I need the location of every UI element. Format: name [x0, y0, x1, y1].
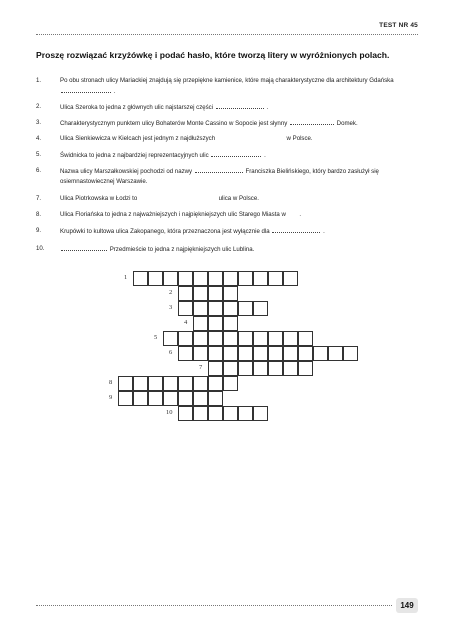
question-text-part: Domek.	[336, 120, 358, 127]
crossword-cell[interactable]	[208, 346, 223, 361]
crossword-cell[interactable]	[193, 406, 208, 421]
question-text-part: .	[113, 88, 116, 95]
crossword-cell[interactable]	[208, 376, 223, 391]
crossword-cell[interactable]	[268, 331, 283, 346]
crossword-cell[interactable]	[163, 331, 178, 346]
crossword-cell[interactable]	[298, 331, 313, 346]
question-text-part: Ulica Piotrkowska w Łodzi to	[60, 195, 138, 202]
crossword-cell[interactable]	[133, 376, 148, 391]
crossword-cell[interactable]	[253, 346, 268, 361]
crossword-cell[interactable]	[238, 406, 253, 421]
crossword-row-number: 3	[169, 304, 173, 311]
crossword-cell[interactable]	[253, 271, 268, 286]
question-number: 3.	[36, 119, 42, 126]
crossword-row-number: 2	[169, 289, 173, 296]
question-number: 7.	[36, 195, 42, 202]
crossword-cell[interactable]	[178, 331, 193, 346]
crossword-cell[interactable]	[298, 346, 313, 361]
crossword-cell[interactable]	[193, 376, 208, 391]
crossword-cell[interactable]	[163, 391, 178, 406]
question-number: 10.	[36, 245, 45, 252]
crossword-cell[interactable]	[178, 301, 193, 316]
test-label: TEST NR 45	[379, 22, 418, 29]
crossword-cell[interactable]	[238, 301, 253, 316]
crossword-row-number: 5	[154, 334, 158, 341]
crossword-cell[interactable]	[328, 346, 343, 361]
question-number: 1.	[36, 77, 42, 84]
crossword-cell[interactable]	[133, 391, 148, 406]
crossword-cell[interactable]	[313, 346, 328, 361]
question-text-part: w Polsce.	[286, 135, 313, 142]
crossword-cell[interactable]	[193, 301, 208, 316]
crossword-cell[interactable]	[208, 406, 223, 421]
crossword-cell[interactable]	[208, 271, 223, 286]
crossword-cell[interactable]	[193, 271, 208, 286]
crossword-cell[interactable]	[223, 376, 238, 391]
crossword-cell[interactable]	[253, 361, 268, 376]
crossword-cell[interactable]	[193, 286, 208, 301]
question-text-part: Przedmieście to jedna z najpiękniejszych ulic Lublina.	[109, 246, 255, 253]
question-number: 9.	[36, 227, 42, 234]
question-text-part: .	[264, 152, 266, 159]
crossword-cell[interactable]	[268, 361, 283, 376]
question-text-part: Charakterystycznym punktem ulicy Bohaterów Monte Cassino w Sopocie jest słynny	[60, 120, 288, 127]
crossword-cell[interactable]	[223, 316, 238, 331]
crossword-cell[interactable]	[208, 316, 223, 331]
question-number: 6.	[36, 167, 42, 174]
question-text-part: Nazwa ulicy Marszałkowskiej pochodzi od nazwy	[60, 168, 193, 175]
crossword-cell[interactable]	[223, 406, 238, 421]
crossword-cell[interactable]	[238, 361, 253, 376]
crossword-cell[interactable]	[178, 406, 193, 421]
question-text-part: Ulica Sienkiewicza w Kielcach jest jednym z najdłuższych	[60, 135, 216, 142]
crossword-cell[interactable]	[208, 286, 223, 301]
question-text-part: Ulica Szeroka to jedna z głównych ulic najstarszej części	[60, 104, 214, 111]
crossword-cell[interactable]	[208, 301, 223, 316]
crossword-cell[interactable]	[268, 271, 283, 286]
question-number: 4.	[36, 135, 42, 142]
bottom-dotted-rule	[36, 605, 392, 606]
crossword-cell[interactable]	[118, 391, 133, 406]
crossword-row-number: 8	[109, 379, 113, 386]
crossword-cell[interactable]	[223, 361, 238, 376]
crossword-cell[interactable]	[193, 331, 208, 346]
crossword-cell[interactable]	[238, 331, 253, 346]
crossword-cell[interactable]	[118, 376, 133, 391]
crossword-cell[interactable]	[283, 271, 298, 286]
question-text-part: Krupówki to kultowa ulica Zakopanego, która przeznaczona jest wyłącznie dla	[60, 228, 270, 235]
question-number: 2.	[36, 103, 42, 110]
crossword-cell[interactable]	[208, 331, 223, 346]
crossword-cell[interactable]	[283, 361, 298, 376]
question-text-part: .	[323, 228, 325, 235]
question-text-part: .	[299, 211, 302, 218]
crossword-cell[interactable]	[208, 361, 223, 376]
crossword-cell[interactable]	[178, 271, 193, 286]
question-number: 8.	[36, 211, 42, 218]
crossword-cell[interactable]	[223, 271, 238, 286]
crossword-cell[interactable]	[148, 376, 163, 391]
crossword-row-number: 1	[124, 274, 128, 281]
crossword-cell[interactable]	[343, 346, 358, 361]
question-text-part: Świdnicka to jedna z najbardziej reprezentacyjnych ulic	[60, 152, 209, 159]
crossword-cell[interactable]	[253, 331, 268, 346]
crossword-row-number: 10	[166, 409, 173, 416]
instruction-heading: Proszę rozwiązać krzyżówkę i podać hasło, które tworzą litery w wyróżnionych polach.	[36, 50, 390, 60]
crossword-cell[interactable]	[163, 376, 178, 391]
crossword-cell[interactable]	[253, 301, 268, 316]
crossword-row-number: 7	[199, 364, 203, 371]
crossword-cell[interactable]	[223, 301, 238, 316]
crossword-cell[interactable]	[178, 346, 193, 361]
crossword-cell[interactable]	[148, 271, 163, 286]
crossword-row-number: 4	[184, 319, 188, 326]
crossword-cell[interactable]	[238, 346, 253, 361]
crossword-cell[interactable]	[283, 346, 298, 361]
question-text-part: .	[266, 104, 269, 111]
crossword-cell[interactable]	[223, 346, 238, 361]
crossword-cell[interactable]	[223, 286, 238, 301]
crossword-cell[interactable]	[178, 391, 193, 406]
question-text-part: Po obu stronach ulicy Mariackiej znajdują się przepiękne kamienice, które mają charakterystyczne dla architektury Gdańska	[60, 77, 394, 84]
crossword-row-number: 9	[109, 394, 113, 401]
crossword-cell[interactable]	[223, 331, 238, 346]
crossword-cell[interactable]	[298, 361, 313, 376]
crossword-cell[interactable]	[133, 271, 148, 286]
page-number: 149	[396, 598, 418, 613]
crossword-cell[interactable]	[163, 271, 178, 286]
question-text-part: ulica w Polsce.	[218, 195, 259, 202]
crossword-cell[interactable]	[268, 346, 283, 361]
crossword-cell[interactable]	[178, 286, 193, 301]
crossword-cell[interactable]	[193, 346, 208, 361]
crossword-cell[interactable]	[193, 316, 208, 331]
crossword-cell[interactable]	[148, 391, 163, 406]
question-number: 5.	[36, 151, 42, 158]
question-text-part: Ulica Floriańska to jedna z najważniejszych i najpiękniejszych ulic Starego Miasta w	[60, 211, 286, 218]
crossword-cell[interactable]	[178, 376, 193, 391]
crossword-cell[interactable]	[238, 271, 253, 286]
crossword-cell[interactable]	[253, 406, 268, 421]
crossword-cell[interactable]	[283, 331, 298, 346]
crossword-cell[interactable]	[193, 391, 208, 406]
crossword-cell[interactable]	[208, 391, 223, 406]
question-text-part: Franciszka Bielińskiego, który bardzo zasłużył się osiemnastowiecznej Warszawie.	[60, 168, 379, 185]
crossword-row-number: 6	[169, 349, 173, 356]
